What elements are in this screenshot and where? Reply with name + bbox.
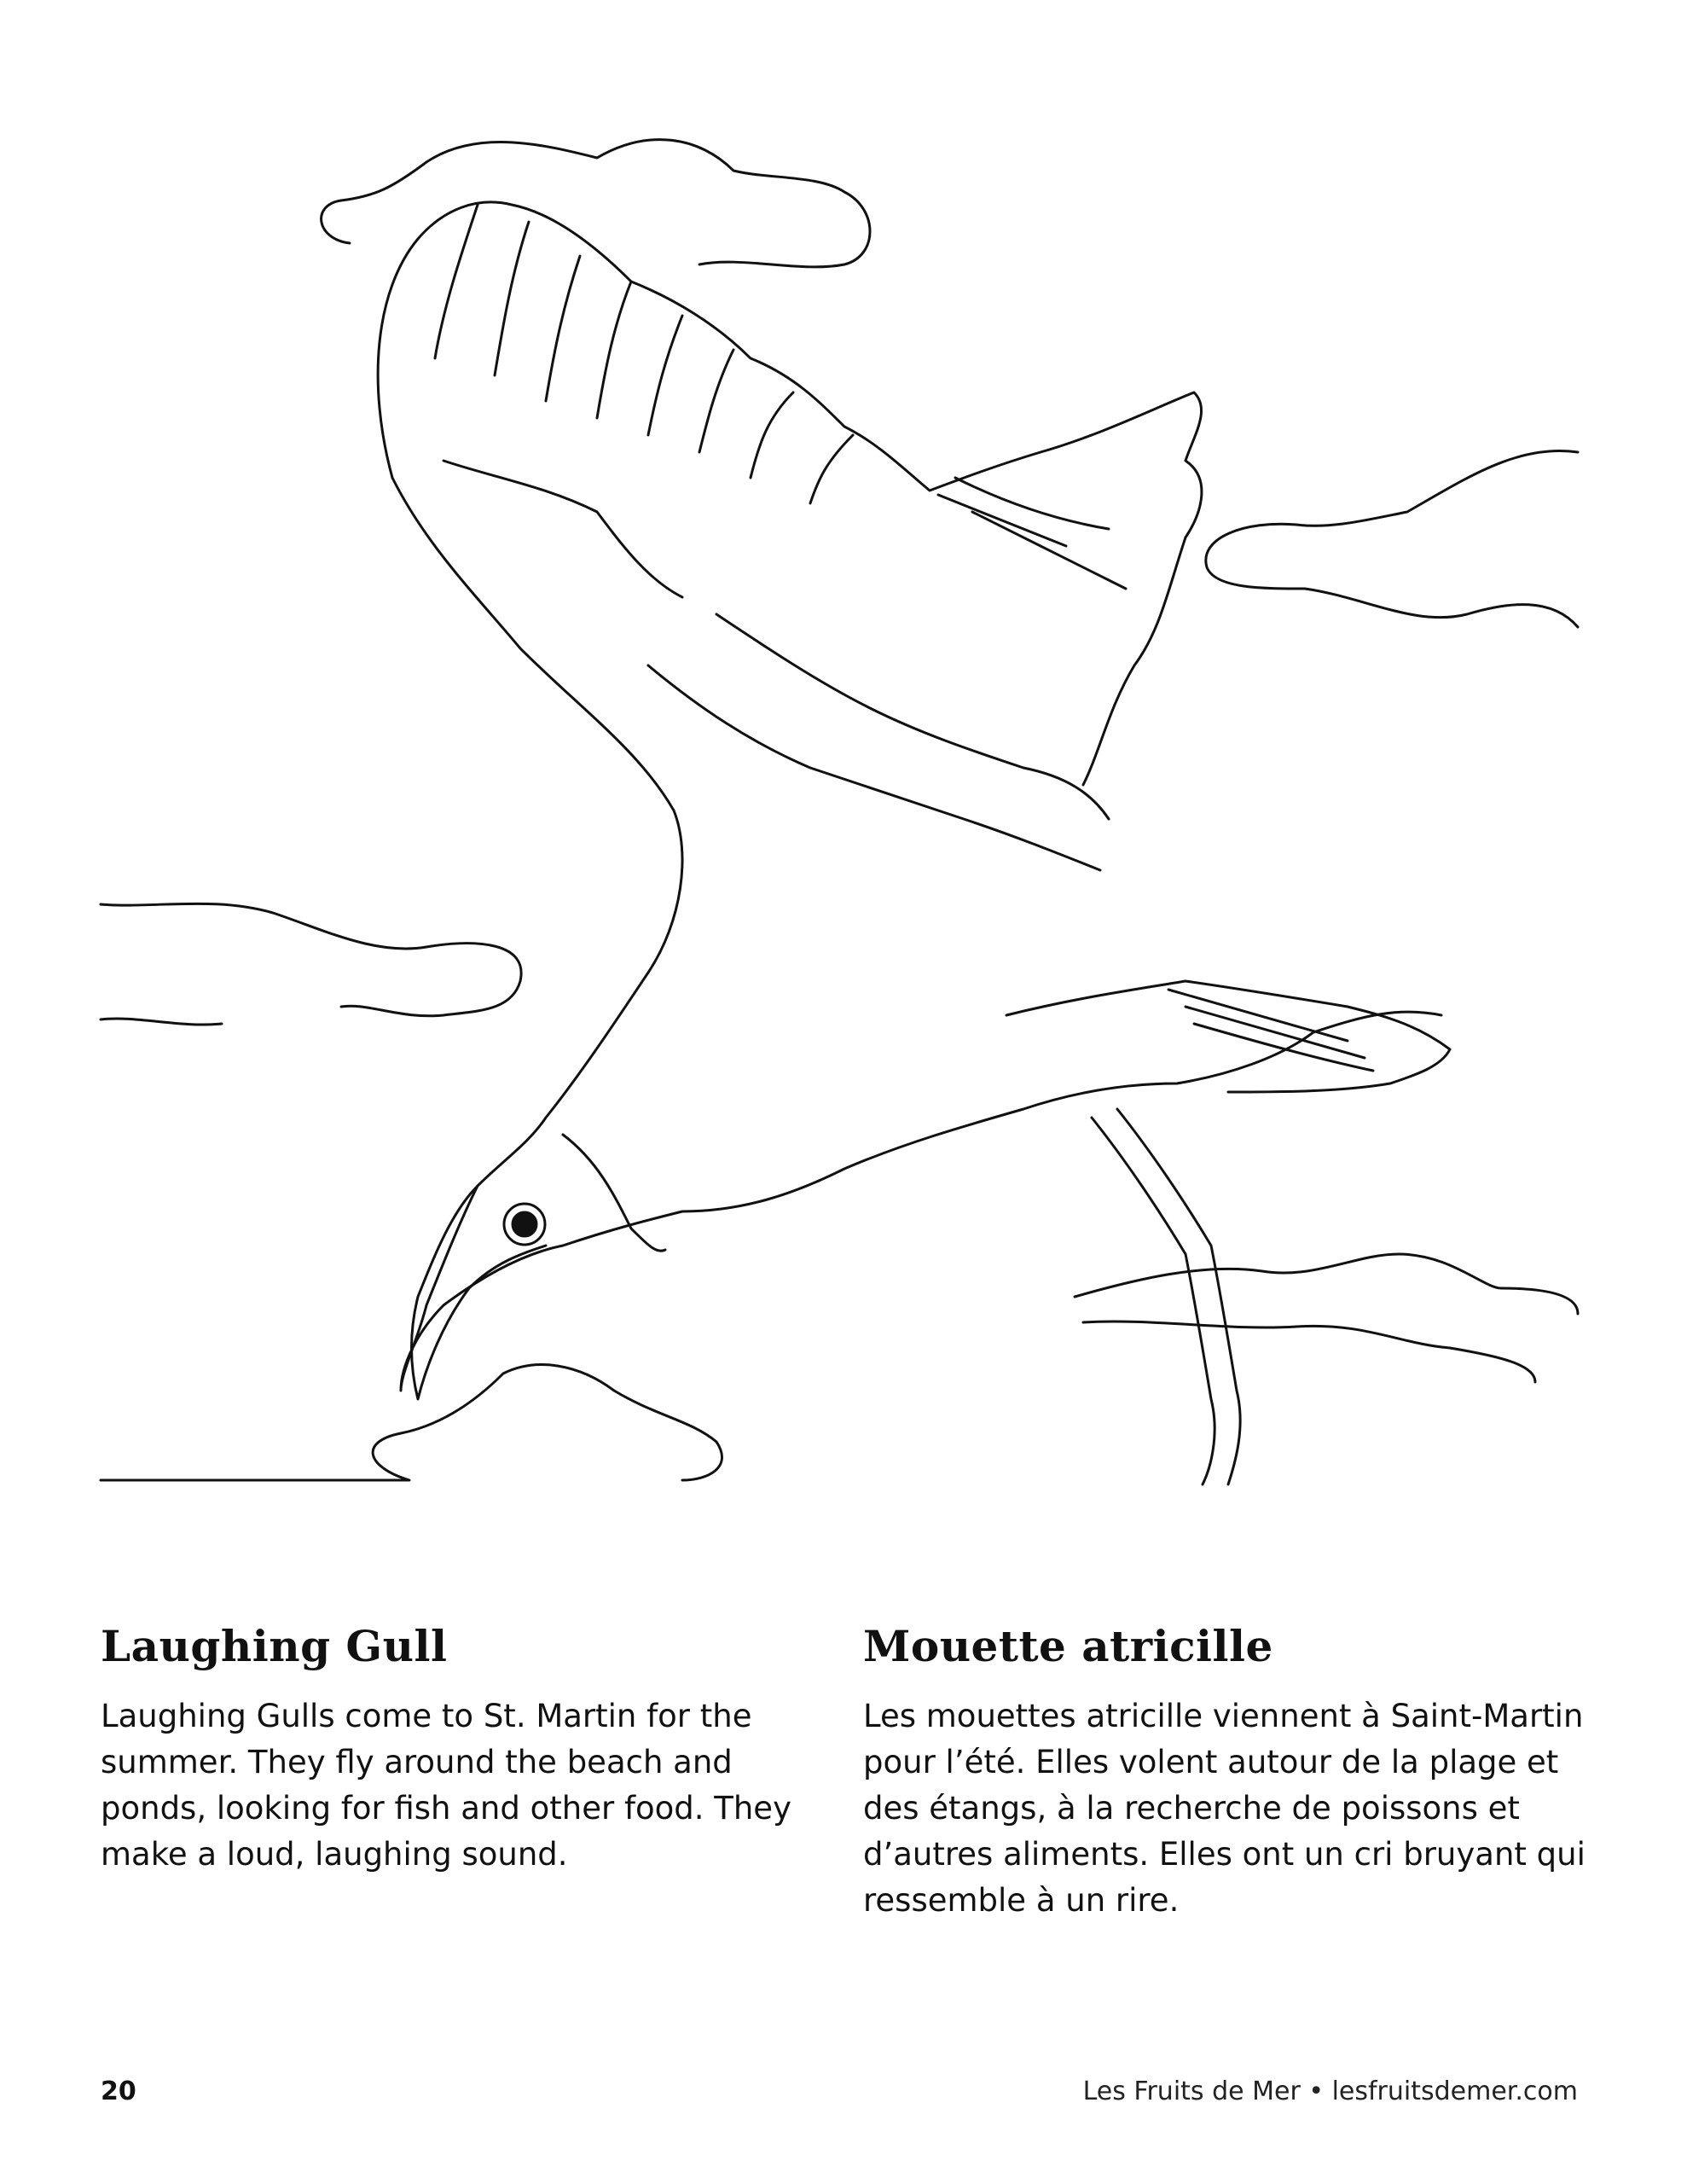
french-description: Les mouettes atricille viennent à Saint-Martin pour l’été. Elles volent autour de la plage et des étangs, à la recherche de poissons et d’autres aliments. Elles ont un cri bruyant qui ressemble à un rire. (863, 1698, 1586, 1919)
gull-hood (563, 1135, 665, 1251)
english-description: Laughing Gulls come to St. Martin for the summer. They fly around the beach and ponds, looking for fish and other food. They make a loud, laughing sound. (101, 1698, 791, 1873)
english-heading: Laughing Gull (101, 1621, 448, 1671)
gull-body (392, 478, 1441, 1391)
gull-lower-wing (1006, 981, 1450, 1092)
cloud-bottom-right-lower (1083, 1321, 1535, 1382)
gull-eye (513, 1212, 536, 1236)
gull-upper-wing (378, 202, 1202, 785)
footer-brand: Les Fruits de Mer • lesfruitsdemer.com (1082, 2077, 1578, 2106)
cloud-left-lower (101, 1019, 222, 1025)
cloud-bottom-right (1075, 1254, 1578, 1314)
gull-legs (1092, 1118, 1215, 1484)
page-number: 20 (101, 2077, 136, 2106)
french-heading: Mouette atricille (863, 1621, 1273, 1671)
cloud-bottom (101, 1365, 722, 1480)
cloud-left (101, 903, 521, 1016)
french-section (863, 1621, 1605, 1924)
cloud-right (1206, 450, 1578, 627)
english-section (101, 1621, 843, 1878)
